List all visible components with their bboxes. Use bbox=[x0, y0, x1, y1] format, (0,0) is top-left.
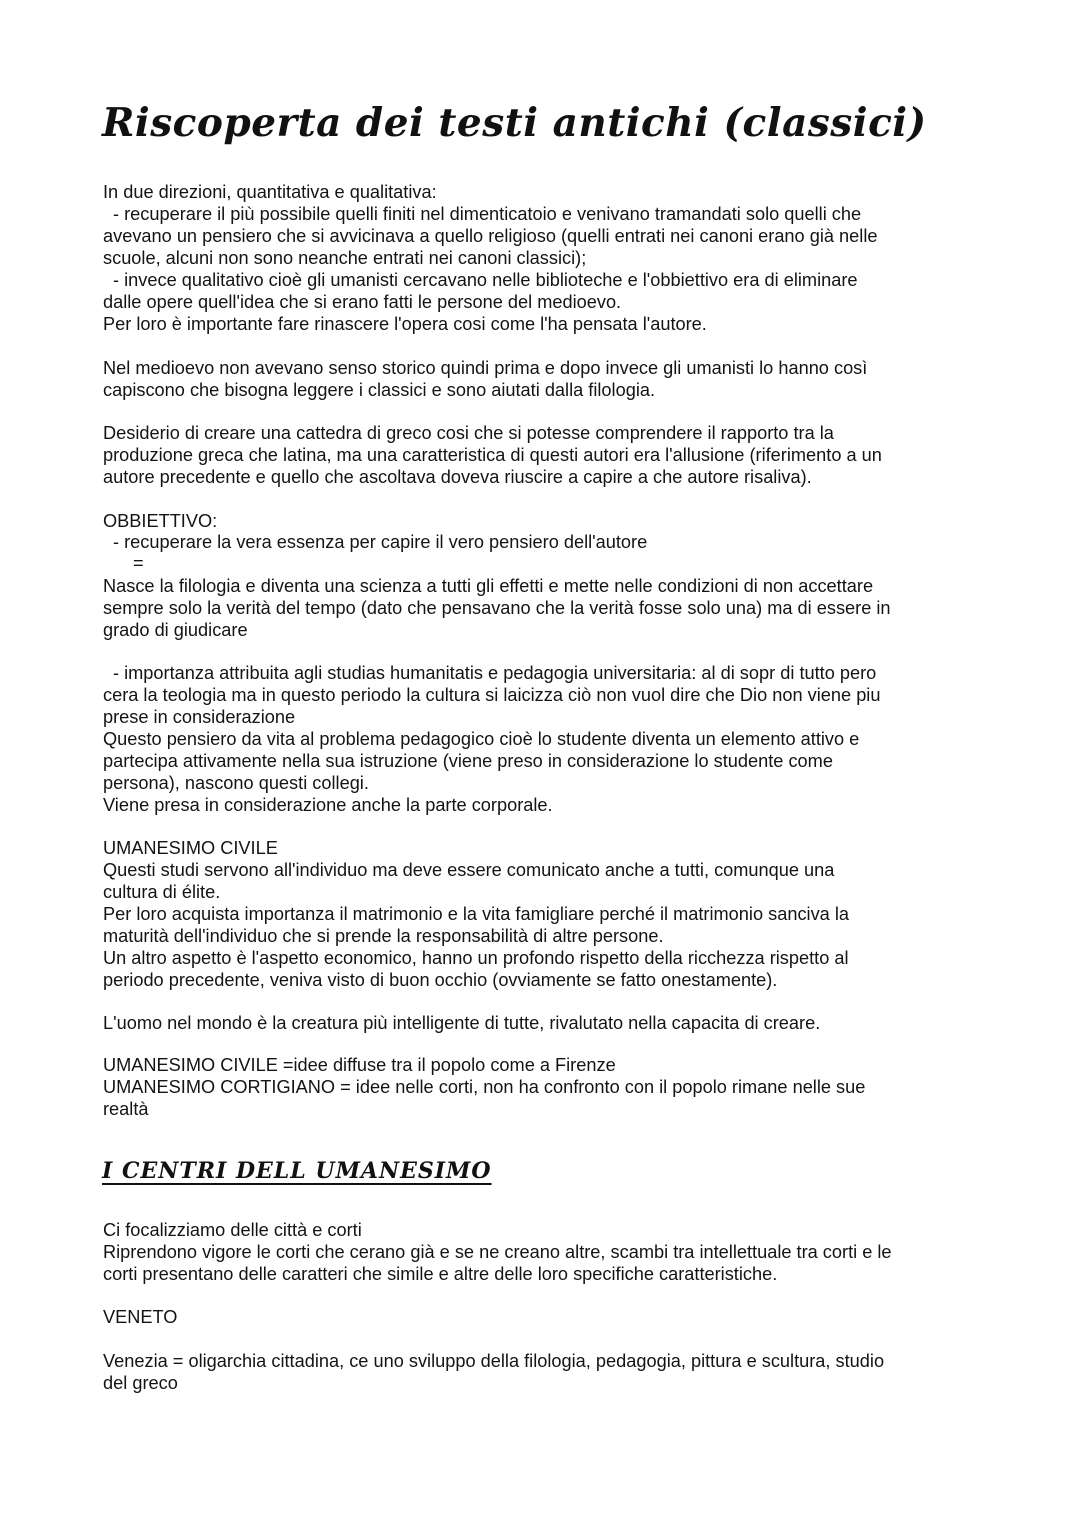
paragraph-line: capiscono che bisogna leggere i classici e sono aiutati dalla filologia. bbox=[103, 380, 656, 400]
paragraph-line: scuole, alcuni non sono neanche entrati nei canoni classici); bbox=[103, 248, 587, 268]
paragraph-line: realtà bbox=[103, 1099, 149, 1119]
paragraph-line: Viene presa in considerazione anche la parte corporale. bbox=[103, 795, 553, 815]
paragraph-line: Ci focalizziamo delle città e corti bbox=[103, 1220, 362, 1240]
paragraph-line: Riprendono vigore le corti che cerano già e se ne creano altre, scambi tra intellettuale tra corti e le bbox=[103, 1242, 892, 1262]
paragraph-line: Per loro acquista importanza il matrimonio e la vita famigliare perché il matrimonio sanciva la bbox=[103, 904, 849, 924]
paragraph-line: avevano un pensiero che si avvicinava a quello religioso (quelli entrati nei canoni erano già nelle bbox=[103, 226, 878, 246]
paragraph-line: cultura di élite. bbox=[103, 882, 221, 902]
paragraph-line: Nel medioevo non avevano senso storico quindi prima e dopo invece gli umanisti lo hanno così bbox=[103, 358, 868, 378]
section-label: VENETO bbox=[103, 1307, 178, 1327]
paragraph-line: In due direzioni, quantitativa e qualitativa: bbox=[103, 182, 437, 202]
paragraph-line: maturità dell'individuo che si prende la responsabilità di altre persone. bbox=[103, 926, 664, 946]
paragraph-line: persona), nascono questi collegi. bbox=[103, 773, 369, 793]
list-item: - recuperare il più possibile quelli finiti nel dimenticatoio e venivano tramandati solo quelli che bbox=[113, 204, 862, 224]
section-heading: I CENTRI DELL UMANESIMO bbox=[102, 1158, 492, 1184]
list-item: - importanza attribuita agli studias humanitatis e pedagogia universitaria: al di sopr di tutto pero bbox=[113, 663, 877, 683]
list-item: - invece qualitativo cioè gli umanisti cercavano nelle biblioteche e l'obbiettivo era di eliminare bbox=[113, 270, 858, 290]
paragraph-line: Per loro è importante fare rinascere l'opera cosi come l'ha pensata l'autore. bbox=[103, 314, 707, 334]
paragraph-line: prese in considerazione bbox=[103, 707, 296, 727]
paragraph-line: UMANESIMO CIVILE =idee diffuse tra il popolo come a Firenze bbox=[103, 1055, 616, 1075]
page-title: Riscoperta dei testi antichi (classici) bbox=[102, 100, 927, 146]
paragraph-line: corti presentano delle caratteri che simile e altre delle loro specifiche caratteristiche. bbox=[103, 1264, 778, 1284]
paragraph-line: Venezia = oligarchia cittadina, ce uno sviluppo della filologia, pedagogia, pittura e scultura, studio bbox=[103, 1351, 885, 1371]
paragraph-line: Questi studi servono all'individuo ma deve essere comunicato anche a tutti, comunque una bbox=[103, 860, 835, 880]
section-label: OBBIETTIVO: bbox=[103, 511, 218, 531]
paragraph-line: del greco bbox=[103, 1373, 178, 1393]
paragraph-line: periodo precedente, veniva visto di buon occhio (ovviamente se fatto onestamente). bbox=[103, 970, 778, 990]
paragraph-line: Questo pensiero da vita al problema pedagogico cioè lo studente diventa un elemento attivo e bbox=[103, 729, 860, 749]
paragraph-line: autore precedente e quello che ascoltava doveva riuscire a capire a che autore risaliva). bbox=[103, 467, 812, 487]
paragraph-line: Desiderio di creare una cattedra di greco cosi che si potesse comprendere il rapporto tra la bbox=[103, 423, 834, 443]
paragraph-line: dalle opere quell'idea che si erano fatti le persone del medioevo. bbox=[103, 292, 622, 312]
paragraph-line: produzione greca che latina, ma una caratteristica di questi autori era l'allusione (riferimento a un bbox=[103, 445, 882, 465]
section-label: UMANESIMO CIVILE bbox=[103, 838, 278, 858]
list-item: - recuperare la vera essenza per capire il vero pensiero dell'autore bbox=[113, 532, 648, 552]
paragraph-line: UMANESIMO CORTIGIANO = idee nelle corti, non ha confronto con il popolo rimane nelle sue bbox=[103, 1077, 866, 1097]
paragraph-line: partecipa attivamente nella sua istruzione (viene preso in considerazione lo studente come bbox=[103, 751, 833, 771]
paragraph-line: Nasce la filologia e diventa una scienza a tutti gli effetti e mette nelle condizioni di non accettare bbox=[103, 576, 874, 596]
paragraph-line: cera la teologia ma in questo periodo la cultura si laicizza ciò non vuol dire che Dio non viene piu bbox=[103, 685, 881, 705]
paragraph-line: L'uomo nel mondo è la creatura più intelligente di tutte, rivalutato nella capacita di creare. bbox=[103, 1013, 821, 1033]
paragraph-line: sempre solo la verità del tempo (dato che pensavano che la verità fosse solo una) ma di essere in bbox=[103, 598, 891, 618]
equals-sign: = bbox=[133, 553, 144, 573]
paragraph-line: Un altro aspetto è l'aspetto economico, hanno un profondo rispetto della ricchezza rispetto al bbox=[103, 948, 849, 968]
paragraph-line: grado di giudicare bbox=[103, 620, 248, 640]
